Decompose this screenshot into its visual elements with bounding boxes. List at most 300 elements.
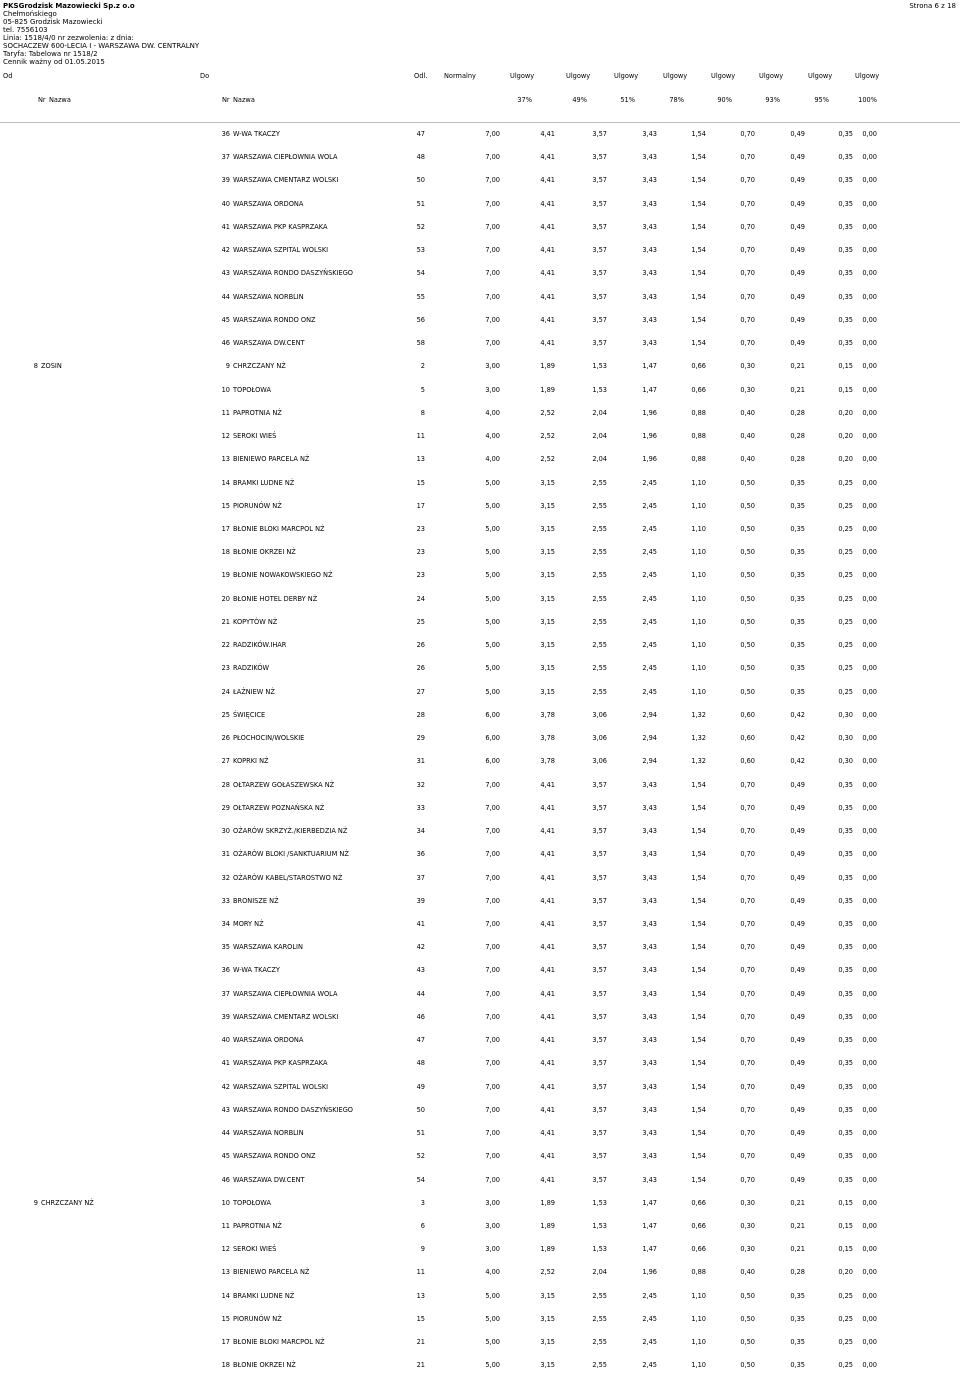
to-stop-number: 32 [221,873,230,882]
discount-price-cell: 1,54 [691,919,706,928]
table-row [0,913,960,936]
to-stop-number: 25 [221,710,230,719]
from-stop-number: 8 [33,362,38,371]
to-stop-name: CHRZCZANY NŻ [233,362,286,371]
normal-price-cell: 4,00 [485,1268,500,1277]
distance-cell: 6 [420,1222,425,1231]
discount-price-cell: 3,15 [540,1314,555,1323]
discount-price-cell: 0,35 [838,803,853,812]
discount-price-cell: 0,35 [838,1036,853,1045]
from-stop-number: 9 [33,1198,38,1207]
to-stop-name: BŁONIE BLOKI MARCPOL NŻ [233,524,325,533]
to-stop-number: 10 [221,1198,230,1207]
table-row [0,1215,960,1238]
discount-price-cell: 3,57 [592,827,607,836]
table-row [0,1029,960,1052]
discount-price-cell: 2,04 [592,455,607,464]
to-stop-name: KOPRKI NŻ [233,757,269,766]
to-stop-name: PŁOCHOCIN/WOLSKIE [233,734,305,743]
discount-price-cell: 1,89 [540,362,555,371]
discount-price-cell: 0,50 [740,687,755,696]
discount-price-cell: 0,88 [691,432,706,441]
to-stop-number: 24 [221,687,230,696]
discount-price-cell: 1,54 [691,1129,706,1138]
discount-price-cell: 3,78 [540,757,555,766]
discount-price-cell: 0,50 [740,524,755,533]
distance-cell: 54 [416,269,425,278]
discount-price-cell: 0,00 [862,1129,877,1138]
discount-price-cell: 3,06 [592,757,607,766]
discount-price-cell: 4,41 [540,269,555,278]
table-row [0,1354,960,1377]
normal-price-cell: 3,00 [485,362,500,371]
discount-price-cell: 3,43 [642,153,657,162]
discount-price-cell: 0,60 [740,757,755,766]
distance-cell: 23 [416,548,425,557]
distance-cell: 15 [416,1314,425,1323]
discount-price-cell: 1,53 [592,385,607,394]
discount-price-cell: 3,57 [592,199,607,208]
to-stop-name: WARSZAWA RONDO DASZYŃSKIEGO [233,1105,353,1114]
discount-price-cell: 0,49 [790,850,805,859]
distance-cell: 25 [416,617,425,626]
discount-price-cell: 0,35 [838,919,853,928]
to-stop-name: OŁTARZEW GOŁASZEWSKA NŻ [233,780,335,789]
discount-price-cell: 0,00 [862,478,877,487]
discount-price-cell: 0,50 [740,594,755,603]
discount-price-cell: 1,53 [592,1245,607,1254]
discount-price-cell: 2,55 [592,664,607,673]
discount-price-cell: 4,41 [540,1105,555,1114]
discount-price-cell: 0,49 [790,1129,805,1138]
to-stop-name: ŁAŹNIEW NŻ [233,687,275,696]
discount-price-cell: 0,70 [740,222,755,231]
discount-price-cell: 0,15 [838,1222,853,1231]
discount-price-cell: 0,35 [838,1105,853,1114]
discount-price-cell: 0,50 [740,641,755,650]
to-stop-name: MORY NŻ [233,919,264,928]
discount-price-cell: 3,43 [642,176,657,185]
discount-price-cell: 0,20 [838,1268,853,1277]
table-row [0,216,960,239]
discount-price-cell: 0,35 [838,269,853,278]
discount-price-cell: 2,52 [540,1268,555,1277]
discount-price-cell: 2,94 [642,710,657,719]
distance-cell: 49 [416,1082,425,1091]
table-row [0,867,960,890]
to-stop-number: 17 [221,1338,230,1347]
discount-price-cell: 0,20 [838,455,853,464]
table-row [0,1122,960,1145]
discount-price-cell: 1,47 [642,362,657,371]
normal-price-cell: 7,00 [485,873,500,882]
discount-price-cell: 4,41 [540,315,555,324]
discount-price-cell: 3,57 [592,803,607,812]
discount-price-cell: 1,32 [691,710,706,719]
discount-price-cell: 0,66 [691,1245,706,1254]
to-stop-name: BŁONIE BLOKI MARCPOL NŻ [233,1338,325,1347]
table-row [0,541,960,564]
table-row [0,146,960,169]
distance-cell: 23 [416,571,425,580]
distance-cell: 26 [416,641,425,650]
discount-price-cell: 0,66 [691,362,706,371]
discount-price-cell: 0,70 [740,827,755,836]
discount-price-cell: 3,43 [642,827,657,836]
column-header-distance: Odl. [414,72,428,80]
to-stop-name: BŁONIE OKRZEI NŻ [233,1361,296,1370]
to-stop-number: 36 [221,966,230,975]
discount-price-cell: 0,70 [740,1152,755,1161]
column-header-to: Do [200,72,210,80]
discount-price-cell: 0,00 [862,1036,877,1045]
discount-price-cell: 0,25 [838,641,853,650]
to-stop-number: 18 [221,1361,230,1370]
discount-price-cell: 0,42 [790,710,805,719]
discount-price-cell: 1,54 [691,176,706,185]
discount-price-cell: 0,00 [862,548,877,557]
discount-price-cell: 1,53 [592,1222,607,1231]
discount-price-cell: 0,00 [862,1245,877,1254]
discount-price-cell: 0,30 [838,757,853,766]
discount-price-cell: 3,06 [592,710,607,719]
table-row [0,611,960,634]
discount-price-cell: 0,35 [838,1082,853,1091]
discount-price-cell: 2,04 [592,408,607,417]
discount-price-cell: 0,00 [862,1291,877,1300]
discount-price-cell: 0,70 [740,780,755,789]
discount-price-cell: 0,49 [790,827,805,836]
to-stop-name: WARSZAWA NORBLIN [233,292,304,301]
discount-price-cell: 3,43 [642,943,657,952]
discount-price-cell: 0,50 [740,617,755,626]
discount-price-cell: 0,70 [740,176,755,185]
distance-cell: 47 [416,1036,425,1045]
discount-price-cell: 0,70 [740,1105,755,1114]
normal-price-cell: 4,00 [485,455,500,464]
discount-price-cell: 0,25 [838,524,853,533]
discount-price-cell: 1,96 [642,432,657,441]
discount-price-cell: 0,70 [740,919,755,928]
table-row [0,681,960,704]
column-header-to-name: Nazwa [233,96,255,104]
discount-price-cell: 3,43 [642,292,657,301]
discount-price-cell: 3,57 [592,1012,607,1021]
discount-price-cell: 3,43 [642,199,657,208]
to-stop-number: 36 [221,130,230,138]
to-stop-name: WARSZAWA CMENTARZ WOLSKI [233,176,339,185]
normal-price-cell: 7,00 [485,919,500,928]
discount-price-cell: 2,94 [642,757,657,766]
normal-price-cell: 7,00 [485,803,500,812]
table-row [0,1192,960,1215]
discount-price-cell: 0,25 [838,687,853,696]
to-stop-name: WARSZAWA PKP KASPRZAKA [233,1059,328,1068]
column-header-percent: 49% [572,96,587,104]
distance-cell: 36 [416,850,425,859]
column-header-discount: Ulgowy [566,72,591,80]
discount-price-cell: 3,43 [642,803,657,812]
discount-price-cell: 0,00 [862,432,877,441]
normal-price-cell: 7,00 [485,292,500,301]
to-stop-name: WARSZAWA CIEPŁOWNIA WOLA [233,989,338,998]
table-row [0,890,960,913]
normal-price-cell: 7,00 [485,827,500,836]
discount-price-cell: 3,57 [592,873,607,882]
to-stop-number: 37 [221,989,230,998]
discount-price-cell: 3,43 [642,269,657,278]
to-stop-name: WARSZAWA DW.CENT [233,1175,305,1184]
discount-price-cell: 3,43 [642,850,657,859]
distance-cell: 55 [416,292,425,301]
discount-price-cell: 0,35 [790,501,805,510]
discount-price-cell: 0,00 [862,1361,877,1370]
discount-price-cell: 0,35 [790,687,805,696]
discount-price-cell: 0,35 [838,943,853,952]
distance-cell: 21 [416,1338,425,1347]
discount-price-cell: 0,49 [790,780,805,789]
discount-price-cell: 0,70 [740,246,755,255]
distance-cell: 51 [416,1129,425,1138]
to-stop-name: WARSZAWA NORBLIN [233,1129,304,1138]
table-row [0,1308,960,1331]
discount-price-cell: 0,35 [838,1012,853,1021]
to-stop-number: 37 [221,153,230,162]
discount-price-cell: 0,35 [838,896,853,905]
discount-price-cell: 2,52 [540,455,555,464]
discount-price-cell: 3,43 [642,1105,657,1114]
to-stop-name: BIENIEWO PARCELA NŻ [233,455,310,464]
discount-price-cell: 0,66 [691,1198,706,1207]
to-stop-name: WARSZAWA RONDO DASZYŃSKIEGO [233,269,353,278]
discount-price-cell: 3,57 [592,176,607,185]
discount-price-cell: 1,96 [642,455,657,464]
discount-price-cell: 2,45 [642,1361,657,1370]
discount-price-cell: 0,00 [862,757,877,766]
normal-price-cell: 4,00 [485,408,500,417]
distance-cell: 52 [416,1152,425,1161]
discount-price-cell: 4,41 [540,292,555,301]
discount-price-cell: 1,32 [691,734,706,743]
discount-price-cell: 1,54 [691,1152,706,1161]
discount-price-cell: 0,00 [862,222,877,231]
discount-price-cell: 1,54 [691,1105,706,1114]
to-stop-number: 39 [221,176,230,185]
discount-price-cell: 3,43 [642,780,657,789]
discount-price-cell: 2,55 [592,548,607,557]
discount-price-cell: 0,00 [862,455,877,464]
to-stop-name: PAPROTNIA NŻ [233,1222,282,1231]
normal-price-cell: 7,00 [485,130,500,138]
discount-price-cell: 3,43 [642,1012,657,1021]
company-city: 05-825 Grodzisk Mazowiecki [3,18,103,26]
discount-price-cell: 0,35 [790,478,805,487]
distance-cell: 17 [416,501,425,510]
to-stop-number: 34 [221,919,230,928]
discount-price-cell: 0,28 [790,455,805,464]
discount-price-cell: 3,57 [592,919,607,928]
discount-price-cell: 3,15 [540,664,555,673]
discount-price-cell: 0,00 [862,873,877,882]
distance-cell: 27 [416,687,425,696]
table-row [0,332,960,355]
discount-price-cell: 1,54 [691,780,706,789]
discount-price-cell: 0,88 [691,455,706,464]
table-row [0,495,960,518]
discount-price-cell: 4,41 [540,1082,555,1091]
column-header-percent: 100% [858,96,877,104]
to-stop-number: 14 [221,1291,230,1300]
discount-price-cell: 0,25 [838,1361,853,1370]
discount-price-cell: 3,43 [642,989,657,998]
discount-price-cell: 0,00 [862,1105,877,1114]
discount-price-cell: 3,57 [592,1082,607,1091]
to-stop-number: 42 [221,246,230,255]
discount-price-cell: 2,45 [642,641,657,650]
discount-price-cell: 0,49 [790,966,805,975]
discount-price-cell: 3,43 [642,315,657,324]
discount-price-cell: 0,70 [740,153,755,162]
discount-price-cell: 0,00 [862,617,877,626]
discount-price-cell: 2,45 [642,548,657,557]
discount-price-cell: 0,88 [691,408,706,417]
discount-price-cell: 4,41 [540,176,555,185]
discount-price-cell: 1,96 [642,408,657,417]
table-row [0,750,960,773]
table-row [0,1052,960,1075]
to-stop-name: WARSZAWA CMENTARZ WOLSKI [233,1012,339,1021]
distance-cell: 3 [420,1198,425,1207]
discount-price-cell: 0,50 [740,478,755,487]
distance-cell: 29 [416,734,425,743]
discount-price-cell: 0,35 [838,153,853,162]
discount-price-cell: 0,35 [838,130,853,138]
discount-price-cell: 0,28 [790,408,805,417]
discount-price-cell: 0,49 [790,292,805,301]
discount-price-cell: 0,35 [790,617,805,626]
discount-price-cell: 1,54 [691,1012,706,1021]
discount-price-cell: 0,30 [740,385,755,394]
column-header-percent: 78% [669,96,684,104]
discount-price-cell: 4,41 [540,919,555,928]
discount-price-cell: 0,30 [740,362,755,371]
discount-price-cell: 0,15 [838,1198,853,1207]
discount-price-cell: 4,41 [540,339,555,348]
table-row [0,936,960,959]
discount-price-cell: 3,15 [540,641,555,650]
discount-price-cell: 1,10 [691,1314,706,1323]
normal-price-cell: 7,00 [485,943,500,952]
discount-price-cell: 0,21 [790,1198,805,1207]
distance-cell: 48 [416,1059,425,1068]
company-phone: tel. 7556103 [3,26,48,34]
discount-price-cell: 1,47 [642,1222,657,1231]
table-row [0,983,960,1006]
discount-price-cell: 0,35 [838,292,853,301]
to-stop-number: 15 [221,501,230,510]
discount-price-cell: 0,49 [790,1175,805,1184]
discount-price-cell: 1,54 [691,989,706,998]
discount-price-cell: 0,15 [838,385,853,394]
discount-price-cell: 3,15 [540,594,555,603]
discount-price-cell: 0,70 [740,1129,755,1138]
discount-price-cell: 0,35 [838,246,853,255]
to-stop-name: WARSZAWA CIEPŁOWNIA WOLA [233,153,338,162]
discount-price-cell: 0,49 [790,176,805,185]
table-row [0,1285,960,1308]
discount-price-cell: 0,49 [790,943,805,952]
discount-price-cell: 0,25 [838,617,853,626]
to-stop-number: 39 [221,1012,230,1021]
discount-price-cell: 3,57 [592,130,607,138]
discount-price-cell: 1,54 [691,315,706,324]
discount-price-cell: 2,45 [642,524,657,533]
discount-price-cell: 0,35 [790,524,805,533]
to-stop-name: OŻARÓW SKRZYŻ./KIERBEDZIA NŻ [233,827,348,836]
discount-price-cell: 4,41 [540,873,555,882]
discount-price-cell: 1,54 [691,292,706,301]
normal-price-cell: 5,00 [485,524,500,533]
discount-price-cell: 1,54 [691,966,706,975]
to-stop-number: 42 [221,1082,230,1091]
from-stop-name: ZOSIN [41,362,62,371]
discount-price-cell: 3,57 [592,246,607,255]
table-row [0,564,960,587]
distance-cell: 53 [416,246,425,255]
discount-price-cell: 0,00 [862,687,877,696]
normal-price-cell: 5,00 [485,594,500,603]
column-header-discount: Ulgowy [510,72,535,80]
discount-price-cell: 1,10 [691,1361,706,1370]
normal-price-cell: 5,00 [485,478,500,487]
to-stop-number: 22 [221,641,230,650]
discount-price-cell: 0,35 [838,873,853,882]
discount-price-cell: 0,70 [740,896,755,905]
discount-price-cell: 1,54 [691,130,706,138]
discount-price-cell: 2,55 [592,1314,607,1323]
discount-price-cell: 0,00 [862,1175,877,1184]
discount-price-cell: 3,15 [540,1361,555,1370]
to-stop-number: 11 [221,1222,230,1231]
discount-price-cell: 1,10 [691,1291,706,1300]
page-number: Strona 6 z 18 [909,2,956,10]
discount-price-cell: 0,70 [740,199,755,208]
discount-price-cell: 2,45 [642,594,657,603]
to-stop-name: SEROKI WIEŚ [233,1245,277,1254]
discount-price-cell: 1,54 [691,827,706,836]
discount-price-cell: 0,00 [862,408,877,417]
discount-price-cell: 0,00 [862,664,877,673]
table-row [0,425,960,448]
discount-price-cell: 0,00 [862,130,877,138]
discount-price-cell: 0,70 [740,1059,755,1068]
distance-cell: 33 [416,803,425,812]
to-stop-name: BRAMKI LUDNE NŻ [233,478,295,487]
to-stop-number: 18 [221,548,230,557]
discount-price-cell: 0,35 [790,641,805,650]
discount-price-cell: 4,41 [540,199,555,208]
table-row [0,448,960,471]
discount-price-cell: 3,15 [540,478,555,487]
discount-price-cell: 2,45 [642,617,657,626]
to-stop-name: WARSZAWA ORDONA [233,1036,304,1045]
company-header [3,2,403,66]
normal-price-cell: 7,00 [485,315,500,324]
discount-price-cell: 3,57 [592,966,607,975]
fare-table [0,123,960,1378]
discount-price-cell: 1,10 [691,664,706,673]
discount-price-cell: 0,50 [740,1338,755,1347]
